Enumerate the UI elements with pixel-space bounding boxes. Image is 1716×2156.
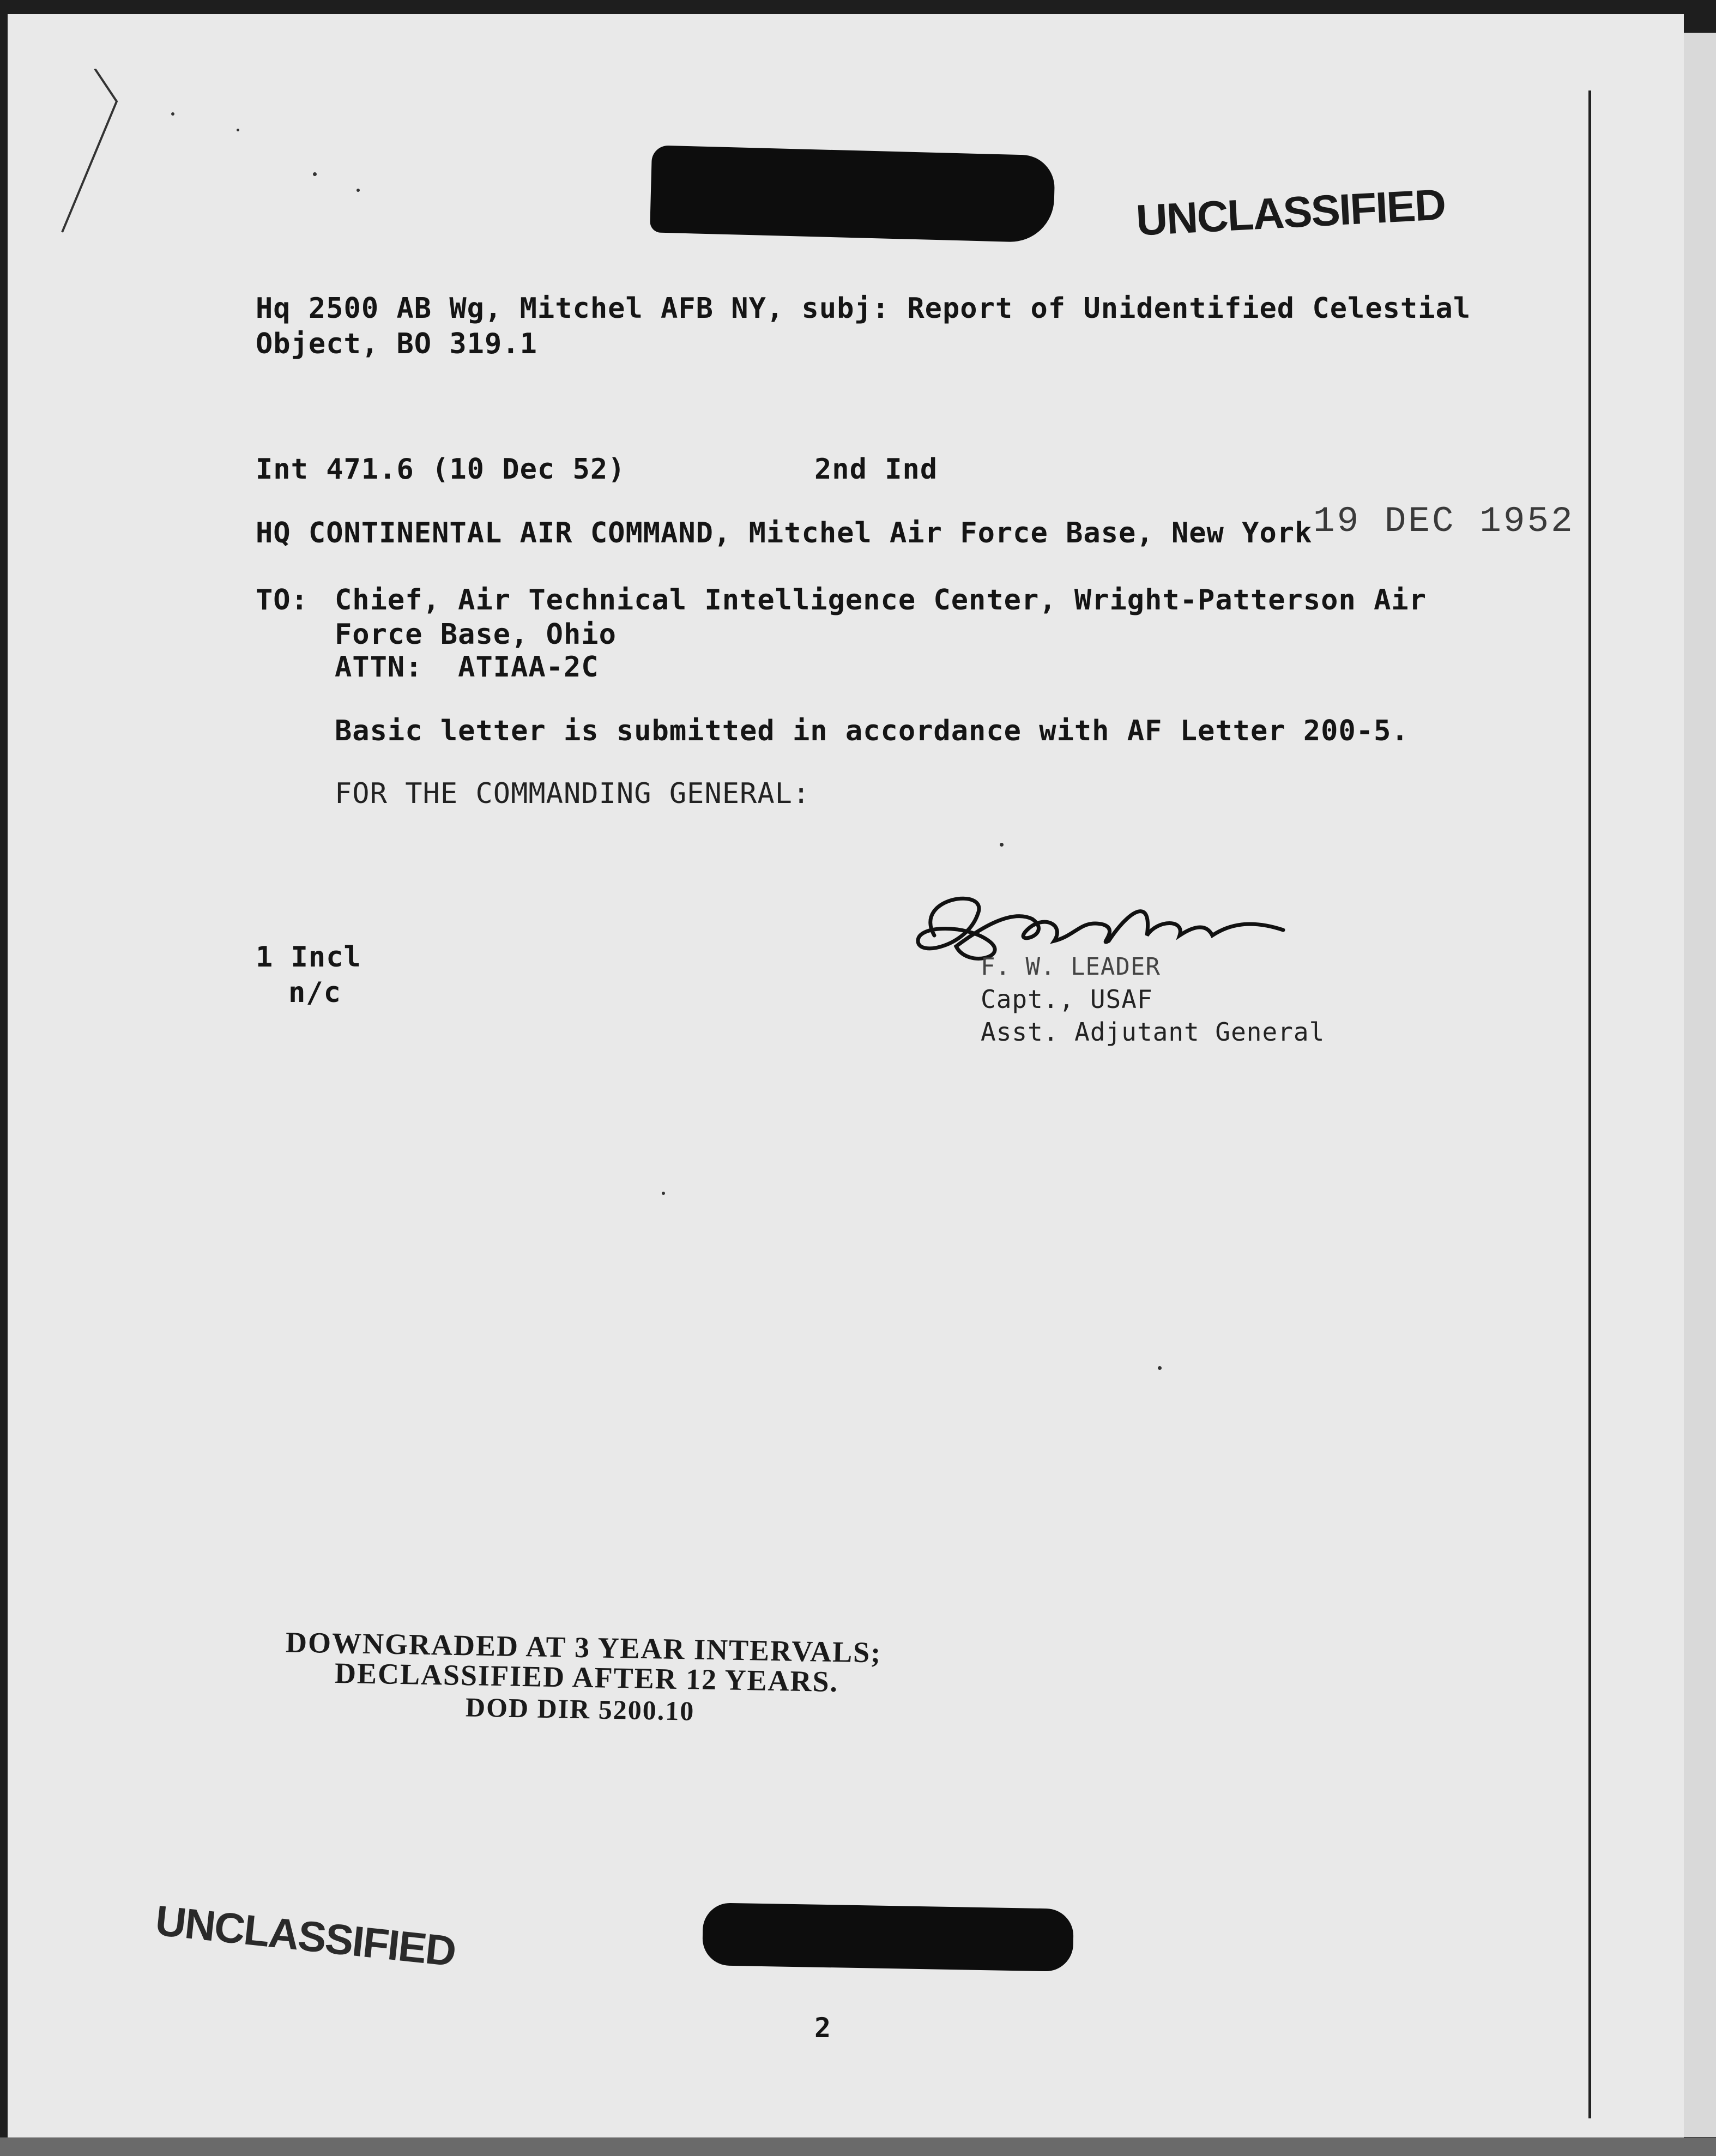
speck bbox=[171, 112, 174, 116]
body-paragraph: Basic letter is submitted in accordance with AF Letter 200-5. bbox=[335, 715, 1409, 747]
redaction-bar-bottom bbox=[702, 1903, 1074, 1972]
classification-stamp-top: UNCLASSIFIED bbox=[1135, 180, 1447, 245]
scan-edge-right bbox=[1684, 33, 1716, 2137]
classification-stamp-bottom: UNCLASSIFIED bbox=[153, 1896, 458, 1976]
indorsement-number: 2nd Ind bbox=[814, 453, 938, 486]
indorsement-reference: Int 471.6 (10 Dec 52) bbox=[256, 453, 626, 486]
speck bbox=[662, 1192, 665, 1195]
addressee-line-2: Force Base, Ohio bbox=[335, 618, 617, 651]
signatory-name: F. W. LEADER bbox=[981, 953, 1161, 981]
downgrade-stamp-line-1: DOWNGRADED AT 3 YEAR INTERVALS; bbox=[285, 1626, 882, 1669]
speck bbox=[1000, 843, 1004, 847]
speck bbox=[1158, 1366, 1162, 1370]
downgrade-stamp-line-2: DECLASSIFIED AFTER 12 YEARS. bbox=[334, 1656, 839, 1699]
signatory-rank: Capt., USAF bbox=[981, 985, 1153, 1014]
downgrade-stamp-line-3: DOD DIR 5200.10 bbox=[465, 1692, 695, 1726]
speck bbox=[237, 129, 239, 131]
margin-mark bbox=[29, 69, 122, 243]
to-label: TO: bbox=[256, 584, 309, 617]
page-number: 2 bbox=[814, 2012, 832, 2044]
right-margin-line bbox=[1588, 90, 1591, 2118]
addressee-line-1: Chief, Air Technical Intelligence Center, Wright-Patterson Air bbox=[335, 584, 1427, 617]
redaction-bar-top bbox=[650, 145, 1055, 243]
closing-line: FOR THE COMMANDING GENERAL: bbox=[335, 777, 811, 810]
subject-line-1: Hq 2500 AB Wg, Mitchel AFB NY, subj: Report of Unidentified Celestial bbox=[256, 292, 1471, 325]
enclosure-line-1: 1 Incl bbox=[256, 941, 361, 974]
scan-edge-bottom bbox=[0, 2137, 1716, 2156]
date-stamp: 19 DEC 1952 bbox=[1313, 501, 1575, 542]
signatory-title: Asst. Adjutant General bbox=[981, 1017, 1325, 1047]
speck bbox=[357, 189, 360, 192]
enclosure-line-2: n/c bbox=[288, 976, 341, 1009]
subject-line-2: Object, BO 319.1 bbox=[256, 328, 537, 360]
indorsement-from: HQ CONTINENTAL AIR COMMAND, Mitchel Air Force Base, New York bbox=[256, 517, 1313, 549]
speck bbox=[313, 172, 317, 176]
document-page bbox=[8, 14, 1684, 2137]
attn-line: ATTN: ATIAA-2C bbox=[335, 651, 599, 684]
